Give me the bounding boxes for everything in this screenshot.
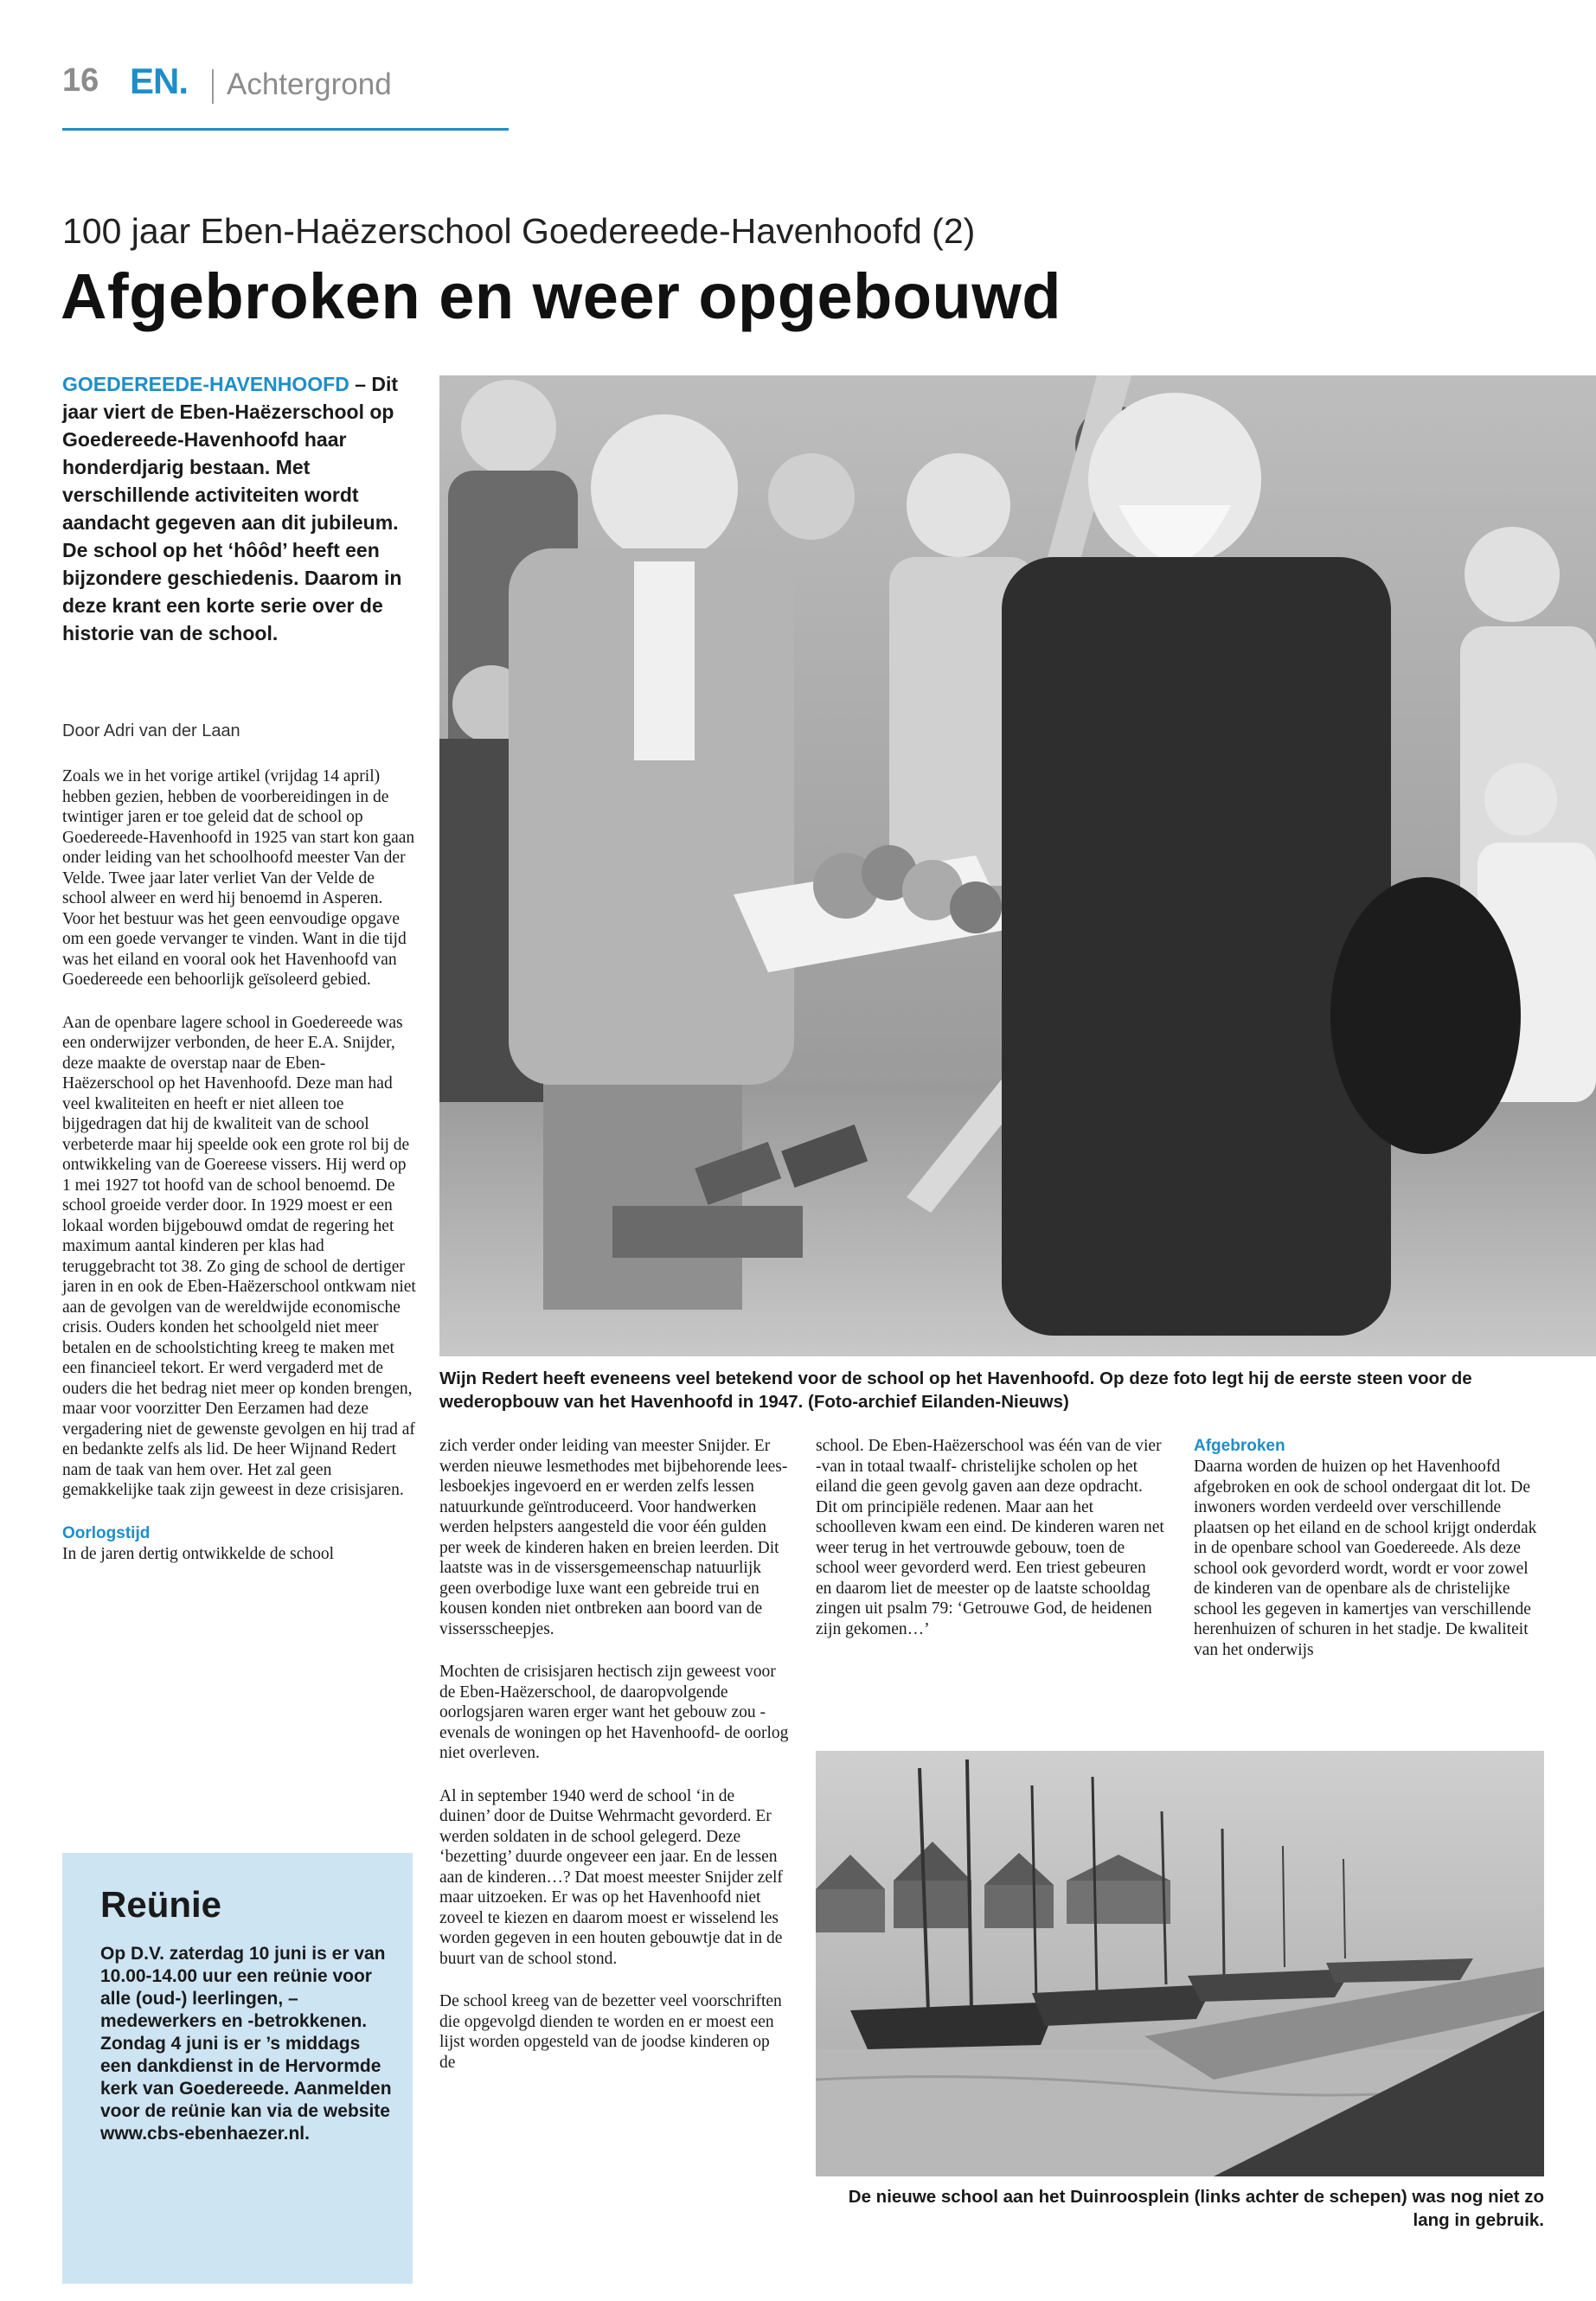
article-headline: Afgebroken en weer opgebouwd (61, 260, 1061, 332)
subheading-oorlogstijd: Oorlogstijd (62, 1523, 151, 1542)
paragraph: zich verder onder leiding van meester Snijder. Er werden nieuwe lesmethodes met bijbehorende lees- lesboekjes ingevoerd en er werden zelfs lessen natuurkunde geïntroduceerd. Voor handwerken werden helpsters aangesteld die voor één gulden per week de kinderen haken en breien leerden. Dit laatste was in de vissersgemeenschap natuurlijk geen overbodige luxe want een gebreide trui en kousen konden niet ontbreken aan boord van de vissersscheepjes. (439, 1437, 788, 1638)
photo-cornerstone-ceremony (439, 375, 1596, 1356)
text-column-4 (1194, 1436, 1544, 1660)
paragraph: Al in september 1940 werd de school ‘in de duinen’ door de Duitse Wehrmacht gevorderd. Er werden soldaten in de school gelegerd. Deze ‘bezetting’ duurde ongeveer een jaar. En de lessen aan de kinderen…? Dat moest meester Snijder zelf maar uitzoeken. Er was op het Havenhoofd niet zoveel te kiezen en daarom moest er wisselend les worden gegeven in een houten gebouwtje dat in de buurt van de school stond. (439, 1786, 783, 1968)
photo-illustration (816, 1751, 1544, 2176)
byline: Door Adri van der Laan (62, 721, 240, 740)
photo-harbour (816, 1751, 1544, 2176)
text-column-2 (439, 1436, 789, 2073)
section-label: Achtergrond (227, 67, 392, 101)
paragraph: school. De Eben-Haëzerschool was één van de vier -van in totaal twaalf- christelijke scholen op het eiland die geen gevolg gaven aan deze opdracht. Dit om principiële redenen. Maar aan het schoolleven kwam een eind. De kinderen waren net weer terug in het vertrouwde gebouw, toen de school weer gevorderd werd. Een triest gebeuren en daarom liet de meester op de laatste schooldag zingen uit psalm 79: ‘Getrouwe God, de heidenen zijn gekomen…’ (816, 1437, 1164, 1638)
photo-caption: De nieuwe school aan het Duinroosplein (links achter de schepen) was nog niet zo lang in gebruik. (848, 2187, 1544, 2230)
photo-illustration (439, 375, 1596, 1356)
page-number: 16 (62, 62, 99, 99)
reunion-box (62, 1853, 413, 2284)
header-rule (62, 128, 509, 131)
paragraph: De school kreeg van de bezetter veel voorschriften die opgevolgd dienden te worden en er moest een lijst worden opgesteld van de joodse kinderen op de (439, 1992, 782, 2072)
dateline: GOEDEREEDE-HAVENHOOFD (62, 373, 349, 395)
paragraph: Aan de openbare lagere school in Goedereede was een onderwijzer verbonden, de heer E.A. Snijder, deze maakte de overstap naar de Eben-Haëzerschool op het Havenhoofd. Deze man had veel kwaliteiten en heeft er niet alleen toe bijgedragen dat hij de kwaliteit van de school verbeterde maar hij speelde ook een grote rol bij de ontwikkeling van de Goereese vissers. Hij werd op 1 mei 1927 tot hoofd van de school benoemd. De school groeide verder door. In 1929 moest er een lokaal worden bijgebouwd omdat de regering het maximum aantal kinderen per klas had teruggebracht tot 38. Zo ging de school de dertiger jaren in en ook de Eben-Haëzerschool ontkwam niet aan de gevolgen van de wereldwijde economische crisis. Ouders konden het schoolgeld niet meer betalen en de schoolstichting kreeg te maken met een financieel tekort. Er werd vergaderd met de ouders die het bedrag niet meer op konden brengen, maar voor voorzitter Den Eerzamen had deze vergadering niet de gewenste gevolgen en hij trad af en bedankte zelfs als lid. De heer Wijnand Redert nam de taak van hem over. Het zal geen gemakkelijke taak zijn geweest in deze crisisjaren. (62, 1013, 416, 1499)
header-separator (212, 69, 214, 104)
reunion-body: Op D.V. zaterdag 10 juni is er van 10.00-14.00 uur een reünie voor alle (oud-) leerlingen, – medewerkers en -betrokkenen. Zondag 4 juni is er ’s middags een dankdienst in de Hervormde kerk van Goedereede. Aanmelden voor de reünie kan via de website www.cbs-ebenhaezer.nl. (100, 1944, 392, 2144)
text-column-3 (816, 1436, 1165, 1639)
reunion-title: Reünie (100, 1884, 222, 1925)
paragraph: Daarna worden de huizen op het Havenhoofd afgebroken en ook de school ondergaat dit lot. De inwoners worden verdeeld over verschillende plaatsen op het eiland en de school krijgt onderdak in de openbare school van Goedereede. Als deze school ook gevorderd wordt, wordt er voor zowel de kinderen van de openbare als de christelijke school les gegeven in kamertjes van verschillende herenhuizen of schuren in het stadje. De kwaliteit van het onderwijs (1194, 1458, 1537, 1659)
dateline-dash: – (349, 373, 367, 395)
text-column-1 (62, 766, 417, 1564)
paragraph: Mochten de crisisjaren hectisch zijn geweest voor de Eben-Haëzerschool, de daaropvolgende oorlogsjaren waren erger want het gebouw zou -evenals de woningen op het Havenhoofd- de oorlog niet overleven. (439, 1663, 789, 1762)
article-intro (62, 370, 415, 647)
subheading-afgebroken: Afgebroken (1194, 1437, 1285, 1455)
photo-caption: Wijn Redert heeft eveneens veel betekend voor de school op het Havenhoofd. Op deze foto legt hij de eerste steen voor de wederopbouw van het Havenhoofd in 1947. (Foto-archief Eilanden-Nieuws) (439, 1368, 1472, 1412)
paragraph: Zoals we in het vorige artikel (vrijdag 14 april) hebben gezien, hebben de voorbereidingen in de twintiger jaren er toe geleid dat de school op Goedereede-Havenhoofd in 1925 van start kon gaan onder leiding van het schoolhoofd meester Van der Velde. Twee jaar later verliet Van der Velde de school alweer en werd hij benoemd in Asperen. Voor het bestuur was het geen eenvoudige opgave om een goede vervanger te vinden. Want in die tijd was het eiland en vooral ook het Havenhoofd van Goedereede een behoorlijk geïsoleerd gebied. (62, 767, 415, 989)
article-kicker: 100 jaar Eben-Haëzerschool Goedereede-Havenhoofd (2) (62, 211, 976, 251)
intro-text: Dit jaar viert de Eben-Haëzerschool op Goedereede-Havenhoofd haar honderdjarig bestaan. Met verschillende activiteiten wordt aandacht gegeven aan dit jubileum. De school op het ‘hôôd’ heeft een bijzondere geschiedenis. Daarom in deze krant een korte serie over de historie van de school. (62, 373, 402, 644)
paragraph: In de jaren dertig ontwikkelde de school (62, 1544, 335, 1563)
newspaper-logo: EN. (130, 61, 189, 101)
